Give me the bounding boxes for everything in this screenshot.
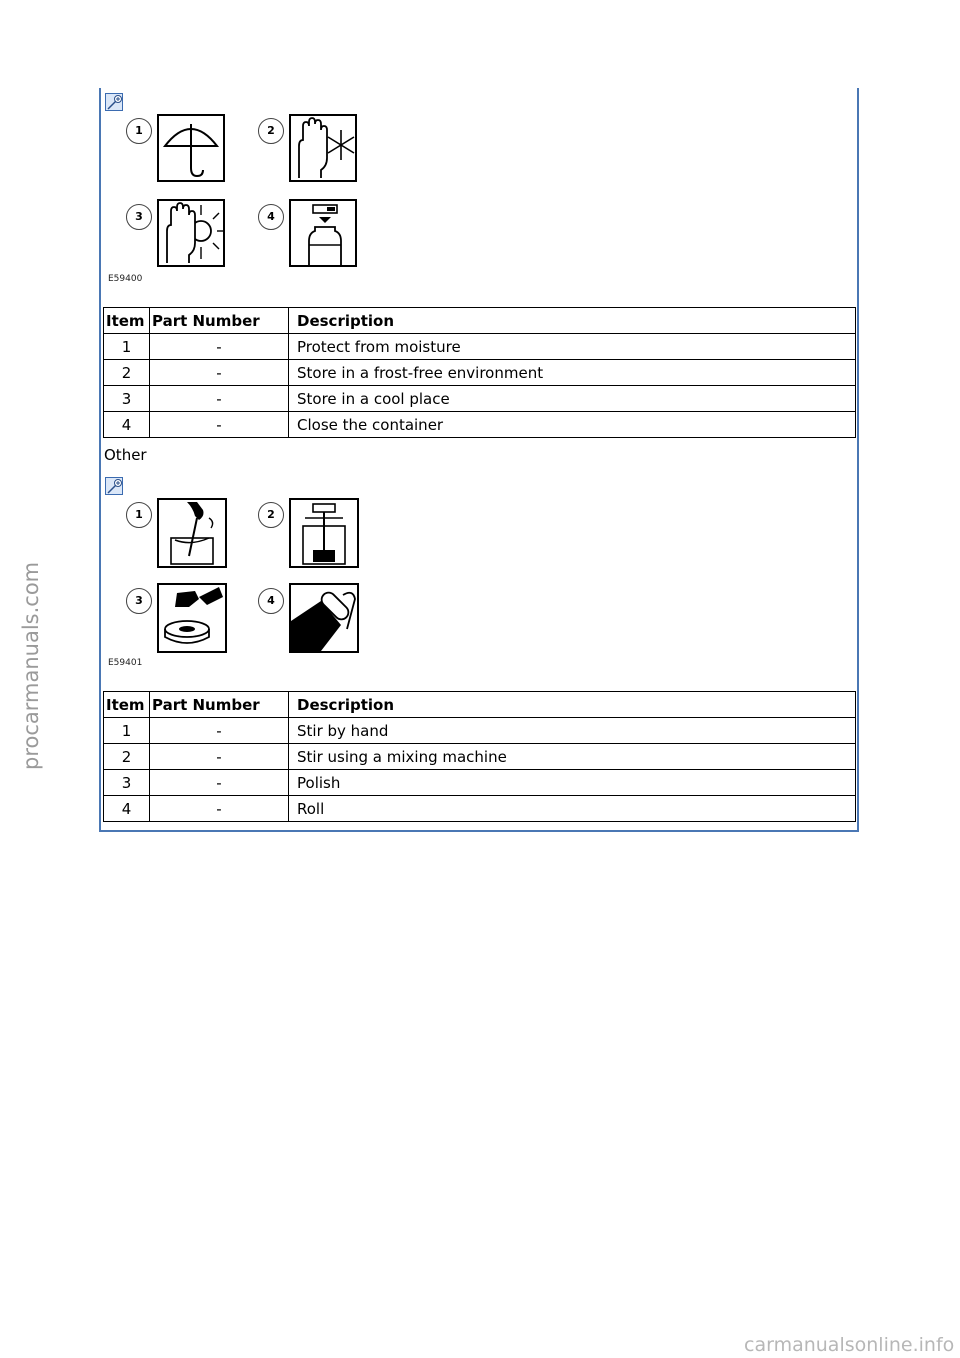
callout-4: 4 [258, 588, 284, 614]
description-cell: Store in a cool place [289, 386, 856, 412]
parts-table-other [103, 691, 856, 822]
table-row [104, 718, 856, 744]
header-description: Description [289, 308, 856, 334]
container-lid-icon [289, 199, 357, 267]
table-row [104, 412, 856, 438]
item-cell: 2 [104, 360, 150, 386]
zoom-icon[interactable] [105, 477, 123, 495]
stir-hand-icon [157, 498, 227, 568]
part-number-cell: - [150, 796, 289, 822]
callout-1: 1 [126, 118, 152, 144]
figure-id-label: E59400 [108, 274, 143, 284]
parts-table-storage [103, 307, 856, 438]
table-row [104, 796, 856, 822]
header-item: Item [104, 308, 150, 334]
header-part-number: Part Number [150, 308, 289, 334]
item-cell: 4 [104, 796, 150, 822]
header-item: Item [104, 692, 150, 718]
part-number-cell: - [150, 334, 289, 360]
description-cell: Store in a frost-free environment [289, 360, 856, 386]
hand-snowflake-icon [289, 114, 357, 182]
table-header-row [104, 692, 856, 718]
item-cell: 4 [104, 412, 150, 438]
item-cell: 3 [104, 770, 150, 796]
item-cell: 1 [104, 334, 150, 360]
callout-3: 3 [126, 204, 152, 230]
section-heading-other: Other [104, 446, 147, 464]
part-number-cell: - [150, 412, 289, 438]
item-cell: 2 [104, 744, 150, 770]
umbrella-icon [157, 114, 225, 182]
polish-icon [157, 583, 227, 653]
part-number-cell: - [150, 386, 289, 412]
hand-sun-icon [157, 199, 225, 267]
table-row [104, 360, 856, 386]
item-cell: 3 [104, 386, 150, 412]
description-cell: Stir using a mixing machine [289, 744, 856, 770]
watermark-side: procarmanuals.com [19, 561, 43, 770]
zoom-icon[interactable] [105, 93, 123, 111]
description-cell: Close the container [289, 412, 856, 438]
part-number-cell: - [150, 744, 289, 770]
mixing-machine-icon [289, 498, 359, 568]
table-row [104, 386, 856, 412]
header-part-number: Part Number [150, 692, 289, 718]
description-cell: Roll [289, 796, 856, 822]
part-number-cell: - [150, 718, 289, 744]
part-number-cell: - [150, 770, 289, 796]
description-cell: Stir by hand [289, 718, 856, 744]
item-cell: 1 [104, 718, 150, 744]
figure-id-label: E59401 [108, 658, 143, 668]
table-row [104, 770, 856, 796]
paint-roller-icon [289, 583, 359, 653]
description-cell: Protect from moisture [289, 334, 856, 360]
callout-1: 1 [126, 502, 152, 528]
callout-2: 2 [258, 502, 284, 528]
watermark-bottom: carmanualsonline.info [744, 1334, 955, 1356]
header-description: Description [289, 692, 856, 718]
figure-e59400 [104, 110, 364, 290]
callout-2: 2 [258, 118, 284, 144]
table-header-row [104, 308, 856, 334]
part-number-cell: - [150, 360, 289, 386]
description-cell: Polish [289, 770, 856, 796]
table-row [104, 334, 856, 360]
table-row [104, 744, 856, 770]
callout-4: 4 [258, 204, 284, 230]
callout-3: 3 [126, 588, 152, 614]
